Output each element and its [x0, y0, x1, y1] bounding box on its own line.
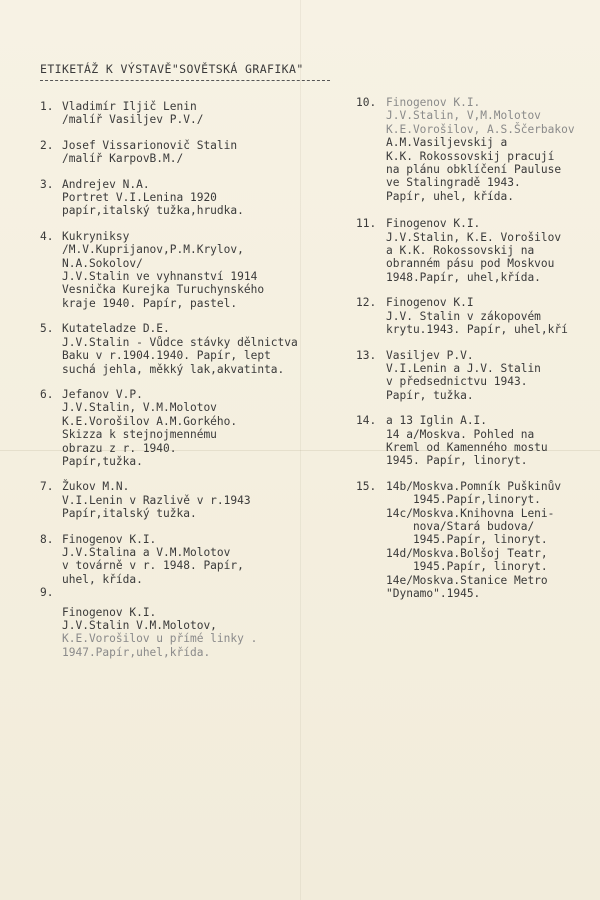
entry-number: 8.	[40, 532, 54, 546]
entry-line: J.V.Stalin ve vyhnanství 1914	[62, 270, 258, 284]
entry-lines	[62, 480, 350, 520]
entry-lines	[386, 96, 600, 203]
entry-line: Papír, tužka.	[386, 388, 474, 402]
entry-number: 15.	[356, 479, 377, 493]
entry-line: Baku v r.1904.1940. Papír, lept	[62, 349, 271, 363]
entry-line: J.V. Stalin v zákopovém	[386, 309, 541, 323]
entry-line: v továrně v r. 1948. Papír,	[62, 559, 244, 573]
entry-number: 1.	[40, 100, 54, 113]
catalog-entry	[40, 480, 350, 520]
entry-lines	[386, 217, 600, 284]
entry-line: /M.V.Kuprijanov,P.M.Krylov,	[62, 243, 244, 257]
entry-line: Finogenov K.I.	[62, 532, 157, 546]
entry-lines	[62, 178, 350, 218]
entry-number: 3.	[40, 177, 54, 191]
entry-line: "Dynamo".1945.	[386, 587, 481, 600]
catalog-entry	[356, 96, 600, 203]
entry-line: Andrejev N.A.	[62, 177, 150, 191]
entry-line: Kukryniksy	[62, 229, 130, 243]
catalog-entry	[40, 139, 350, 166]
entry-line: Papír, uhel, křída.	[386, 189, 514, 203]
entry-lines	[62, 533, 350, 587]
entry-number: 4.	[40, 229, 54, 243]
entry-line: obranném pásu pod Moskvou	[386, 257, 555, 271]
document-title: ETIKETÁŽ K VÝSTAVĚ"SOVĚTSKÁ GRAFIKA"	[40, 62, 304, 76]
entry-line: Vasiljev P.V.	[386, 348, 474, 362]
left-column	[40, 100, 350, 671]
entry-line: a K.K. Rokossovskij na	[386, 244, 535, 258]
entry-line: kraje 1940. Papír, pastel.	[62, 296, 238, 310]
entry-line: a 13 Iglin A.I.	[386, 414, 488, 428]
catalog-entry	[356, 296, 600, 336]
entry-line: K.E.Vorošilov, A.S.Ščerbakov	[386, 122, 575, 136]
entry-line: 1947.Papír,uhel,křída.	[62, 645, 211, 659]
catalog-entry	[356, 349, 600, 403]
entry-line: Žukov M.N.	[62, 480, 130, 494]
entry-line: Jefanov V.P.	[62, 387, 143, 401]
entry-lines	[386, 414, 600, 468]
catalog-entry	[40, 533, 350, 587]
entry-line: V.I.Lenin v Razlivě v r.1943	[62, 493, 251, 507]
entry-lines	[62, 388, 350, 468]
catalog-entry	[40, 388, 350, 468]
entry-line: J.V.Stalin, K.E. Vorošilov	[386, 230, 562, 244]
entry-line: obrazu z r. 1940.	[62, 441, 177, 455]
entry-line: 14e/Moskva.Stanice Metro	[386, 573, 548, 587]
entry-line: Finogenov K.I	[386, 296, 474, 310]
entry-number: 6.	[40, 387, 54, 401]
entry-number	[40, 606, 62, 660]
catalog-entry	[40, 606, 350, 660]
catalog-entry	[40, 100, 350, 127]
entry-line: Kreml od Kamenného mostu	[386, 440, 548, 454]
entry-line: Papír,italský tužka.	[62, 507, 197, 521]
entry-line: Finogenov K.I.	[62, 605, 157, 619]
entry-line: V.I.Lenin a J.V. Stalin	[386, 361, 541, 375]
entry-line: uhel, křída.	[62, 572, 143, 586]
entry-number: 14.	[356, 414, 377, 428]
entry-line: 14b/Moskva.Pomník Puškinův	[386, 479, 562, 493]
entry-line: krytu.1943. Papír, uhel,kří	[386, 323, 568, 337]
entry-number: 11.	[356, 217, 377, 231]
entry-lines	[62, 100, 350, 127]
entry-line: /malíř KarpovB.M./	[62, 152, 184, 166]
title-underline	[40, 80, 330, 81]
entry-line: Skizza k stejnojmennému	[62, 428, 217, 442]
entry-line: Vladimír Iljič Lenin	[62, 100, 197, 113]
entry-lines	[62, 586, 350, 599]
entry-lines	[386, 480, 600, 601]
entry-line: J.V.Stalin, V.M.Molotov	[62, 401, 217, 415]
entry-line: Finogenov K.I.	[386, 96, 481, 109]
entry-line: ve Stalingradě 1943.	[386, 176, 521, 190]
entry-line: Kutateladze D.E.	[62, 322, 170, 336]
entry-lines	[386, 349, 600, 403]
entry-line: v předsednictvu 1943.	[386, 375, 528, 389]
entry-line: na plánu obklíčení Pauluse	[386, 163, 562, 177]
entry-line: 1945.Papír,linoryt.	[386, 493, 541, 507]
entry-line: 1945. Papír, linoryt.	[386, 454, 528, 468]
entry-line: 1948.Papír, uhel,křída.	[386, 270, 541, 284]
catalog-entry	[40, 322, 350, 376]
entry-number: 10.	[356, 96, 377, 109]
entry-line: N.A.Sokolov/	[62, 256, 143, 270]
entry-number: 7.	[40, 480, 54, 494]
catalog-entry	[40, 178, 350, 218]
entry-line: J.V.Stalin - Vůdce stávky dělnictva	[62, 335, 298, 349]
entry-line: K.E.Vorošilov A.M.Gorkého.	[62, 414, 238, 428]
entry-line: J.V.Stalina a V.M.Molotov	[62, 545, 231, 559]
catalog-entry	[40, 586, 350, 599]
entry-lines	[62, 230, 350, 310]
entry-number: 12.	[356, 296, 377, 310]
entry-lines	[386, 296, 600, 336]
entry-line: K.E.Vorošilov u přímé linky .	[62, 632, 258, 646]
entry-number: 2.	[40, 138, 54, 152]
entry-line: papír,italský tužka,hrudka.	[62, 204, 244, 218]
entry-line: Vesnička Kurejka Turuchynského	[62, 283, 265, 297]
entry-line: K.K. Rokossovskij pracují	[386, 149, 555, 163]
entry-line: Papír,tužka.	[62, 454, 143, 468]
entry-line: Josef Vissarionovič Stalin	[62, 138, 238, 152]
entry-line: A.M.Vasiljevskij a	[386, 136, 508, 150]
entry-line: Portret V.I.Lenina 1920	[62, 191, 217, 205]
entry-line: 1945.Papír, linoryt.	[386, 560, 548, 574]
entry-line: Finogenov K.I.	[386, 217, 481, 231]
entry-line: 14c/Moskva.Knihovna Leni-	[386, 506, 555, 520]
right-column	[356, 96, 600, 612]
entry-number: 13.	[356, 348, 377, 362]
entry-line: 14d/Moskva.Bolšoj Teatr,	[386, 546, 548, 560]
entry-line: suchá jehla, měkký lak,akvatinta.	[62, 362, 285, 376]
entry-lines	[62, 322, 350, 376]
entry-number: 9.	[40, 586, 54, 600]
catalog-entry	[356, 414, 600, 468]
entry-line: J.V.Stalin V.M.Molotov,	[62, 619, 217, 632]
entry-line: J.V.Stalin, V,M.Molotov	[386, 109, 541, 123]
entry-line: 14 a/Moskva. Pohled na	[386, 427, 535, 441]
catalog-entry	[40, 230, 350, 310]
catalog-entry	[356, 217, 600, 284]
entry-line: nova/Stará budova/	[386, 519, 535, 533]
entry-lines	[62, 606, 350, 660]
catalog-entry	[356, 480, 600, 601]
entry-line: 1945.Papír, linoryt.	[386, 533, 548, 547]
entry-line: /malíř Vasiljev P.V./	[62, 113, 204, 127]
entry-number: 5.	[40, 322, 54, 336]
entry-lines	[62, 139, 350, 166]
